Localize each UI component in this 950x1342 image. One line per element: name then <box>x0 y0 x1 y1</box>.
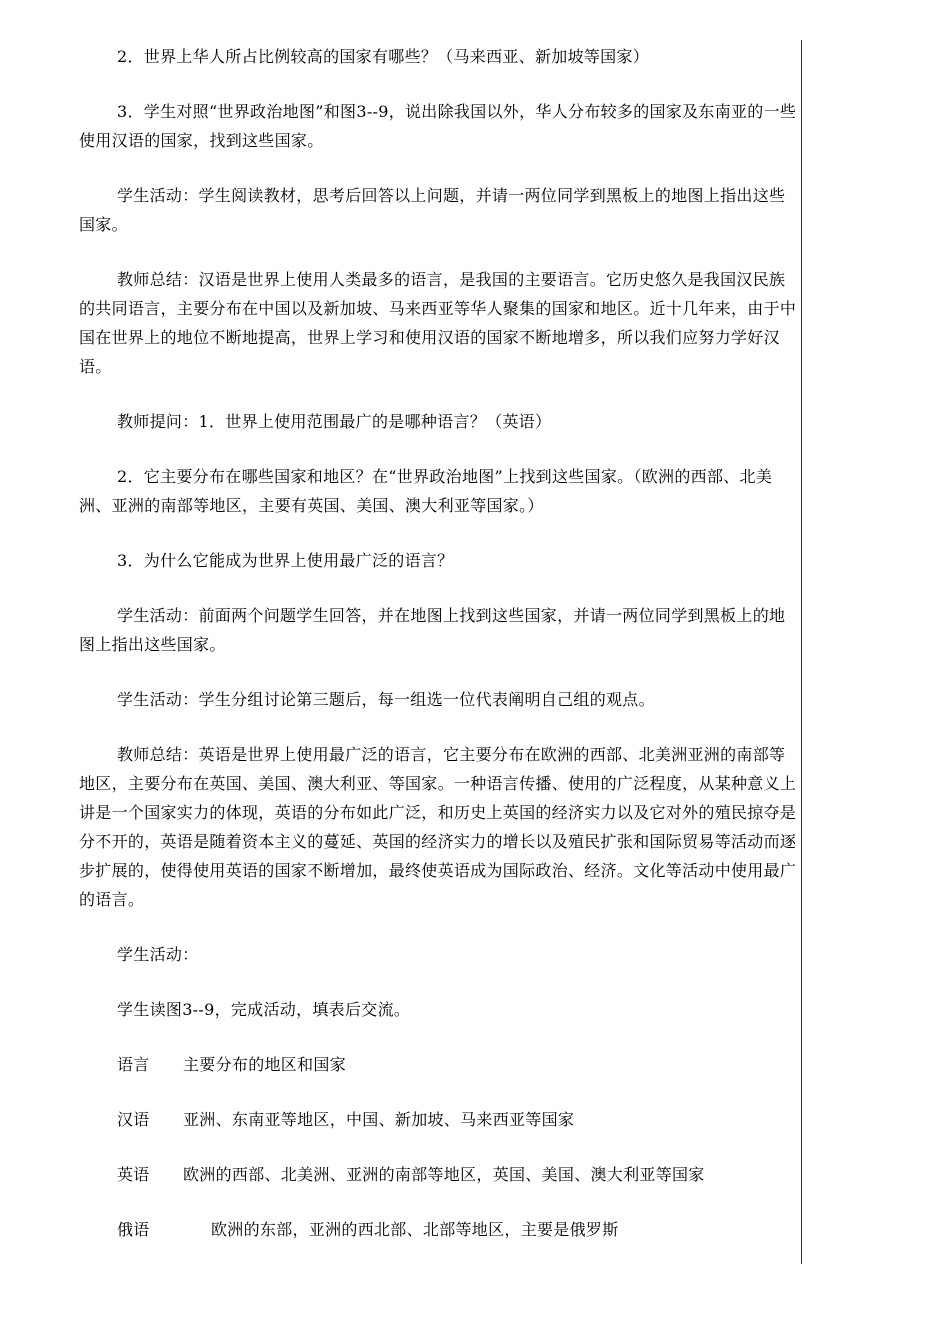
question-3-why-english: 3．为什么它能成为世界上使用最广泛的语言？ <box>117 551 454 570</box>
language-table-row <box>117 1105 797 1134</box>
student-activity-3: 学生活动：学生分组讨论第三题后，每一组选一位代表阐明自己组的观点。 <box>117 690 655 709</box>
right-margin-rule <box>801 40 802 1264</box>
question-3-map-task: 3．学生对照“世界政治地图”和图3--9，说出除我国以外，华人分布较多的国家及东南亚的一些使用汉语的国家，找到这些国家。 <box>79 102 797 150</box>
teacher-question-1: 教师提问：1．世界上使用范围最广的是哪种语言？（英语） <box>117 412 552 431</box>
question-2-english-distribution: 2．它主要分布在哪些国家和地区？在“世界政治地图”上找到这些国家。（欧洲的西部、北美洲、亚洲的南部等地区，主要有英国、美国、澳大利亚等国家。） <box>79 467 773 515</box>
student-read-figure: 学生读图3--9，完成活动，填表后交流。 <box>117 1000 411 1019</box>
language-table-header <box>117 1050 797 1079</box>
row-language: 俄语 <box>117 1220 150 1239</box>
language-table-row <box>117 1160 797 1189</box>
student-activity-heading: 学生活动： <box>117 945 199 964</box>
language-table-row <box>117 1215 797 1244</box>
header-language: 语言 <box>117 1055 150 1074</box>
student-activity-1: 学生活动：学生阅读教材，思考后回答以上问题，并请一两位同学到黑板上的地图上指出这些国家。 <box>79 186 786 234</box>
teacher-summary-chinese: 教师总结：汉语是世界上使用人类最多的语言，是我国的主要语言。它历史悠久是我国汉民族的共同语言，主要分布在中国以及新加坡、马来西亚等华人聚集的国家和地区。近十几年来，由于中国在世界上的地位不断地提高，世界上学习和使用汉语的国家不断地增多，所以我们应努力学好汉语。 <box>79 270 797 376</box>
row-regions: 欧洲的东部，亚洲的西北部、北部等地区，主要是俄罗斯 <box>211 1220 619 1239</box>
question-2-chinese-ratio: 2．世界上华人所占比例较高的国家有哪些？（马来西亚、新加坡等国家） <box>117 47 650 66</box>
teacher-summary-english: 教师总结：英语是世界上使用最广泛的语言，它主要分布在欧洲的西部、北美洲亚洲的南部等地区，主要分布在英国、美国、澳大利亚、等国家。一种语言传播、使用的广泛程度，从某种意义上讲是一个国家实力的体现，英语的分布如此广泛，和历史上英国的经济实力以及它对外的殖民掠夺是分不开的，英语是随着资本主义的蔓延、英国的经济实力的增长以及殖民扩张和国际贸易等活动而逐步扩展的，使得使用英语的国家不断增加，最终使英语成为国际政治、经济。文化等活动中使用最广的语言。 <box>79 745 797 909</box>
row-regions: 亚洲、东南亚等地区，中国、新加坡、马来西亚等国家 <box>183 1110 575 1129</box>
student-activity-2: 学生活动：前面两个问题学生回答，并在地图上找到这些国家，并请一两位同学到黑板上的地图上指出这些国家。 <box>79 606 786 654</box>
header-regions: 主要分布的地区和国家 <box>183 1055 347 1074</box>
row-regions: 欧洲的西部、北美洲、亚洲的南部等地区，英国、美国、澳大利亚等国家 <box>183 1165 705 1184</box>
row-language: 汉语 <box>117 1110 150 1129</box>
lesson-text <box>79 42 797 1270</box>
row-language: 英语 <box>117 1165 150 1184</box>
